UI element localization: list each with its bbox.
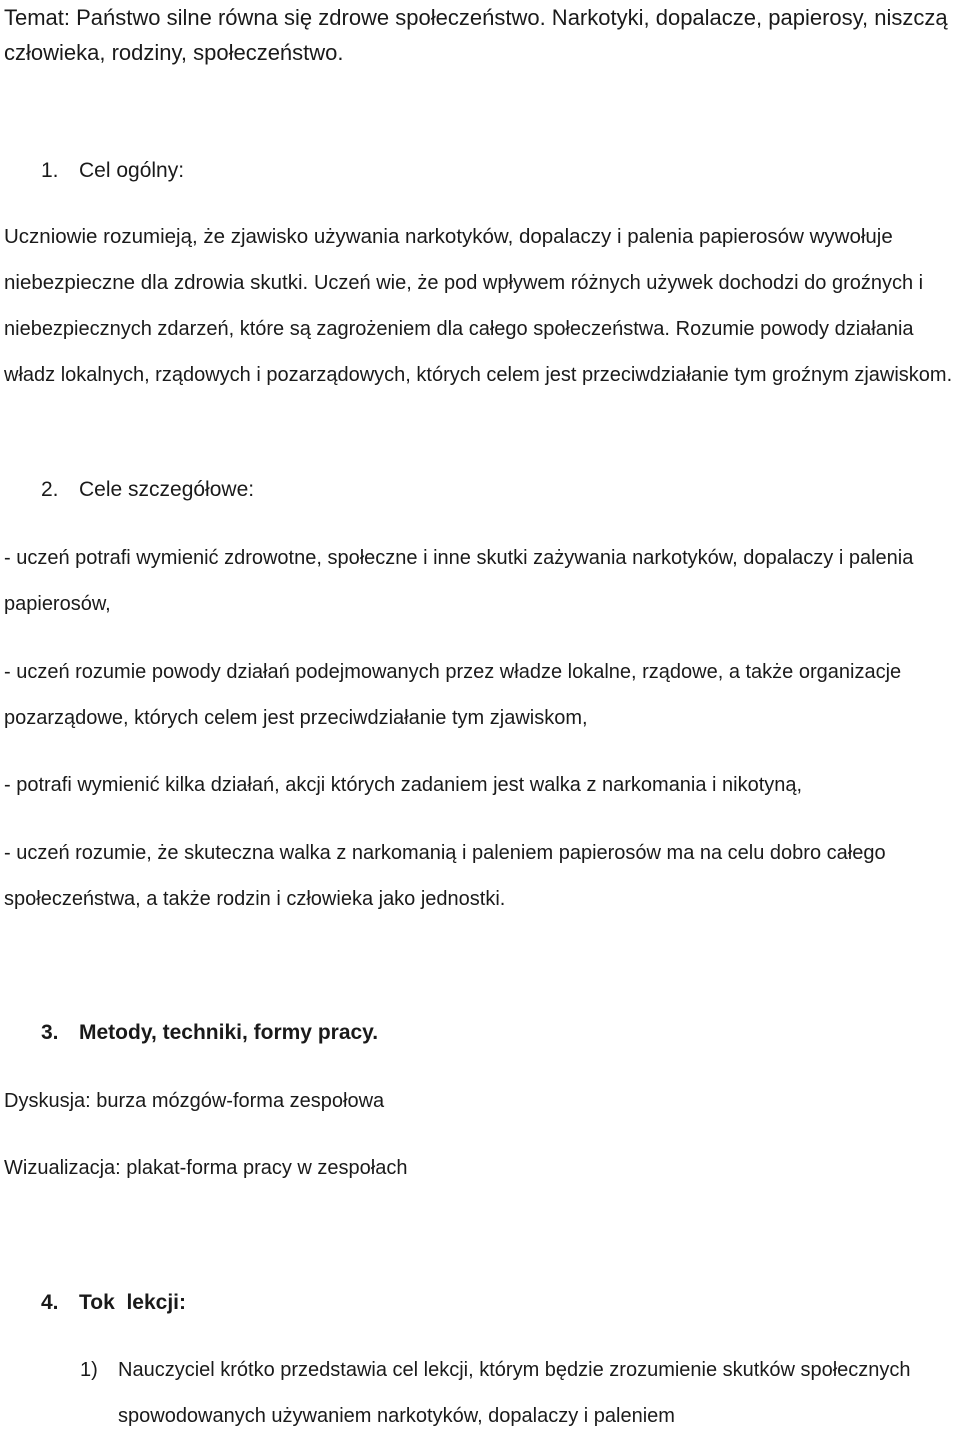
step-text: Nauczyciel krótko przedstawia cel lekcji, którym będzie zrozumienie skutków społecznych spowodowanych używaniem narkotyków, dopalaczy i paleniem — [118, 1359, 911, 1427]
section-title: Tok lekcji: — [79, 1291, 186, 1314]
paragraph-sentence: Uczeń wie, że pod wpływem różnych używek dochodzi do groźnych i niebezpiecznych zdarzeń, które są zagrożeniem dla całego społeczeństwa. — [4, 272, 924, 340]
list-item: - uczeń potrafi wymienić zdrowotne, społeczne i inne skutki zażywania narkotyków, dopalaczy i palenia papierosów, — [4, 547, 914, 615]
section-heading-cel-ogolny — [4, 156, 958, 186]
section-title: Cele szczegółowe: — [79, 478, 255, 501]
section-number: 2. — [41, 478, 59, 501]
list-item: - uczeń rozumie powody działań podejmowanych przez władze lokalne, rządowe, a także organizacje pozarządowe, których celem jest przeciwdziałanie tym zjawiskom, — [4, 661, 902, 729]
lesson-step — [80, 1347, 955, 1439]
document-title: Temat: Państwo silne równa się zdrowe społeczeństwo. Narkotyki, dopalacze, papierosy, niszczą człowieka, rodziny, społeczeństwo. — [4, 5, 948, 65]
section-title: Cel ogólny: — [79, 159, 185, 182]
step-number: 1) — [80, 1359, 98, 1381]
method-line: Wizualizacja: plakat-forma pracy w zespołach — [4, 1157, 408, 1179]
list-item: - potrafi wymienić kilka działań, akcji których zadaniem jest walka z narkomania i nikotyną, — [4, 774, 803, 796]
section-heading-tok-lekcji — [4, 1288, 958, 1318]
section-paragraph-cel-ogolny — [4, 214, 958, 398]
section-heading-cele-szczegolowe — [4, 475, 958, 505]
method-line: Dyskusja: burza mózgów-forma zespołowa — [4, 1090, 385, 1112]
section-number: 1. — [41, 159, 59, 182]
list-item: - uczeń rozumie, że skuteczna walka z narkomanią i paleniem papierosów ma na celu dobro całego społeczeństwa, a także rodzin i człowieka jako jednostki. — [4, 842, 886, 910]
section-title: Metody, techniki, formy pracy. — [79, 1021, 379, 1044]
section-number: 3. — [41, 1021, 59, 1044]
paragraph-sentence: Uczniowie rozumieją, że zjawisko używania narkotyków, dopalaczy i palenia papierosów wywołuje niebezpieczne dla zdrowia skutki. — [4, 225, 893, 294]
section-number: 4. — [41, 1291, 59, 1314]
section-heading-metody — [4, 1018, 958, 1048]
paragraph-sentence: Rozumie powody działania władz lokalnych, rządowych i pozarządowych, których celem jest przeciwdziałanie tym groźnym zjawiskom. — [4, 318, 953, 386]
